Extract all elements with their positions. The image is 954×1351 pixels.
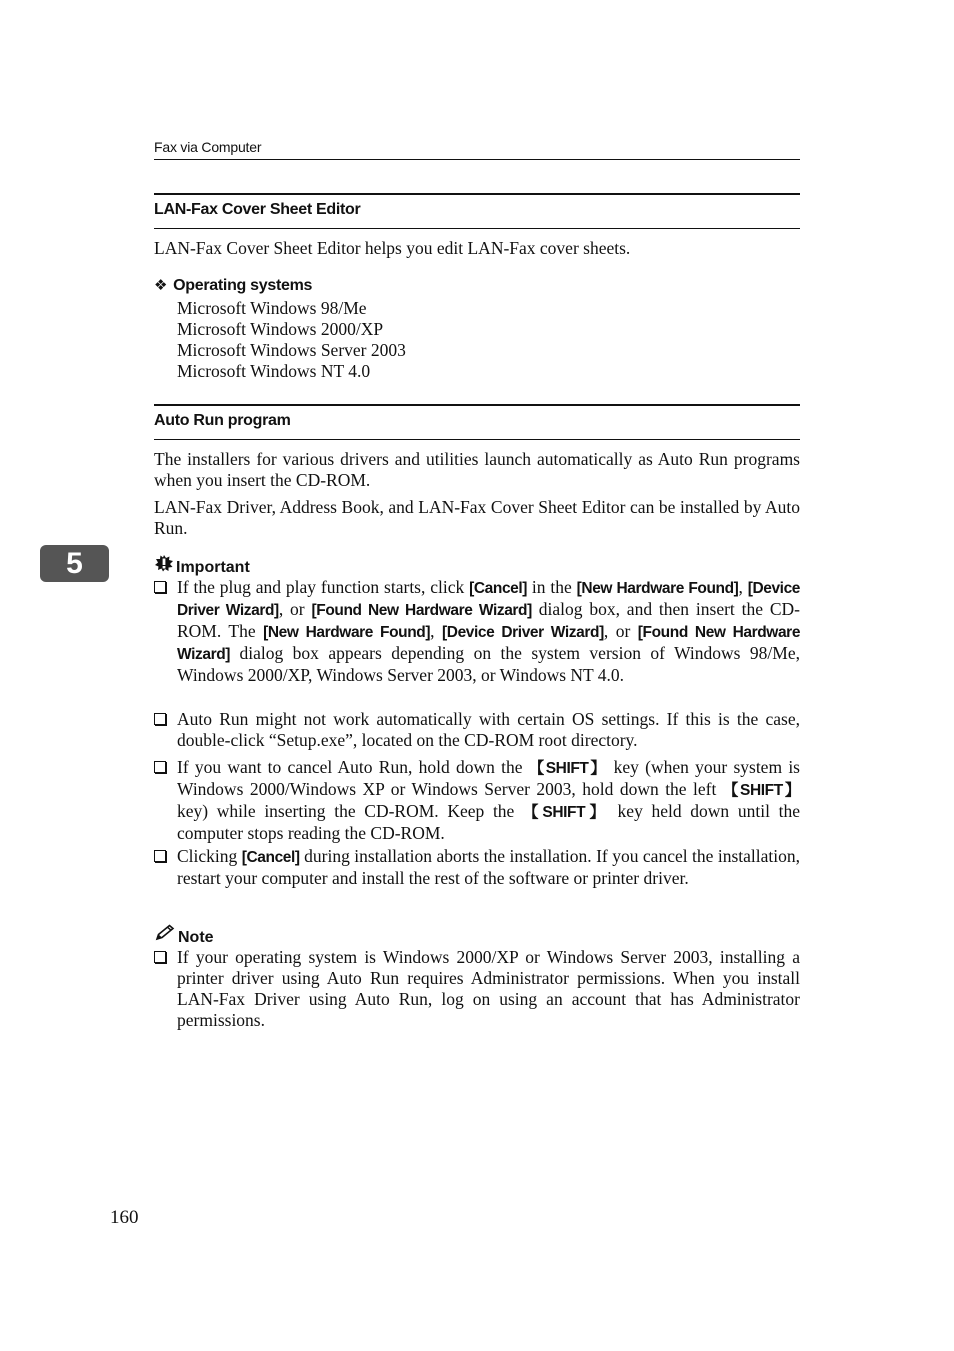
section-rule-top [154,193,800,195]
checkbox-bullet-icon [154,951,166,963]
key-label: 【SHIFT】 [528,760,608,777]
text-run: in the [527,577,577,597]
ui-label: [Found New Hardware Wizard] [311,602,532,619]
text-run: dialog box appears depending on the system version of Windows 98/Me, Windows 2000/XP, Windows Server 2003, or Windows NT 4.0. [177,643,800,685]
checkbox-bullet-icon [154,713,166,725]
text-run: , [738,577,748,597]
text-run: during installation aborts the installation. If you cancel the installation, restart your computer and install the rest of the software or printer driver. [177,846,801,888]
text-run: , [430,621,443,641]
important-item [154,577,800,686]
section-rule-bottom [154,228,800,229]
ui-label: [Found New Hardware Wizard] [177,624,801,663]
text-run: If you want to cancel Auto Run, hold down the [177,757,529,777]
running-header: Fax via Computer [154,139,262,155]
pencil-icon [154,924,176,947]
important-item [154,709,800,751]
ui-label: [New Hardware Found] [576,580,739,597]
key-label: 【SHIFT】 [722,782,800,799]
important-heading [154,554,250,577]
checkbox-bullet-icon [154,761,166,773]
section1-intro: LAN-Fax Cover Sheet Editor helps you edit LAN-Fax cover sheets. [154,238,631,258]
ui-label: [New Hardware Found] [263,624,431,641]
section-title-auto-run: Auto Run program [154,412,291,429]
section-rule-top [154,404,800,406]
section2-para2: LAN-Fax Driver, Address Book, and LAN-Fax Cover Sheet Editor can be installed by Auto Run. [154,497,800,538]
important-item [154,846,800,889]
note-item [154,947,800,1031]
checkbox-bullet-icon [154,581,166,593]
ui-label: [Device Driver Wizard] [177,580,801,619]
text-run: key) while inserting the CD-ROM. Keep the [177,801,523,821]
bullet-text: Auto Run might not work automatically with certain OS settings. If this is the case, double-click “Setup.exe”, located on the CD-ROM root directory. [177,709,800,750]
text-run: , or [603,621,638,641]
section-rule-bottom [154,439,800,440]
os-list [177,298,406,382]
note-heading [154,924,214,947]
note-label: Note [178,929,214,946]
text-run: key held down until the computer stops reading the CD-ROM. [177,801,800,843]
checkbox-bullet-icon [154,850,166,862]
important-label: Important [176,559,250,576]
section-title-cover-sheet-editor: LAN-Fax Cover Sheet Editor [154,201,361,218]
important-item [154,757,800,844]
text-run: , or [278,599,312,619]
section2-para1: The installers for various drivers and utilities launch automatically as Auto Run programs when you insert the CD-ROM. [154,449,800,490]
chapter-tab: 5 [40,545,109,582]
os-heading [154,276,312,295]
text-run: If the plug and play function starts, click [177,577,470,597]
os-item: Microsoft Windows 98/Me [177,298,367,318]
ui-label: [Cancel] [241,849,300,866]
ui-label: [Cancel] [469,580,528,597]
os-item: Microsoft Windows NT 4.0 [177,361,371,381]
text-run: dialog box, and then insert the CD-ROM. The [177,599,801,641]
text-run: key (when your system is Windows 2000/Windows XP or Windows Server 2003, hold down the left [177,757,800,799]
bullet-text: If your operating system is Windows 2000/XP or Windows Server 2003, installing a printer driver using Auto Run requires Administrator permissions. When you install LAN-Fax Driver using Auto Run, log on using an account that has Administrator permissions. [177,947,800,1030]
text-run: Clicking [177,846,242,866]
key-label: 【SHIFT】 [523,804,609,821]
ui-label: [Device Driver Wizard] [442,624,604,641]
os-item: Microsoft Windows Server 2003 [177,340,406,360]
os-item: Microsoft Windows 2000/XP [177,319,384,339]
diamond-bullet-icon: ❖ [154,277,168,294]
page-number: 160 [110,1207,139,1228]
important-icon [154,554,174,577]
os-heading-label: Operating systems [173,277,313,294]
header-rule [154,159,800,160]
